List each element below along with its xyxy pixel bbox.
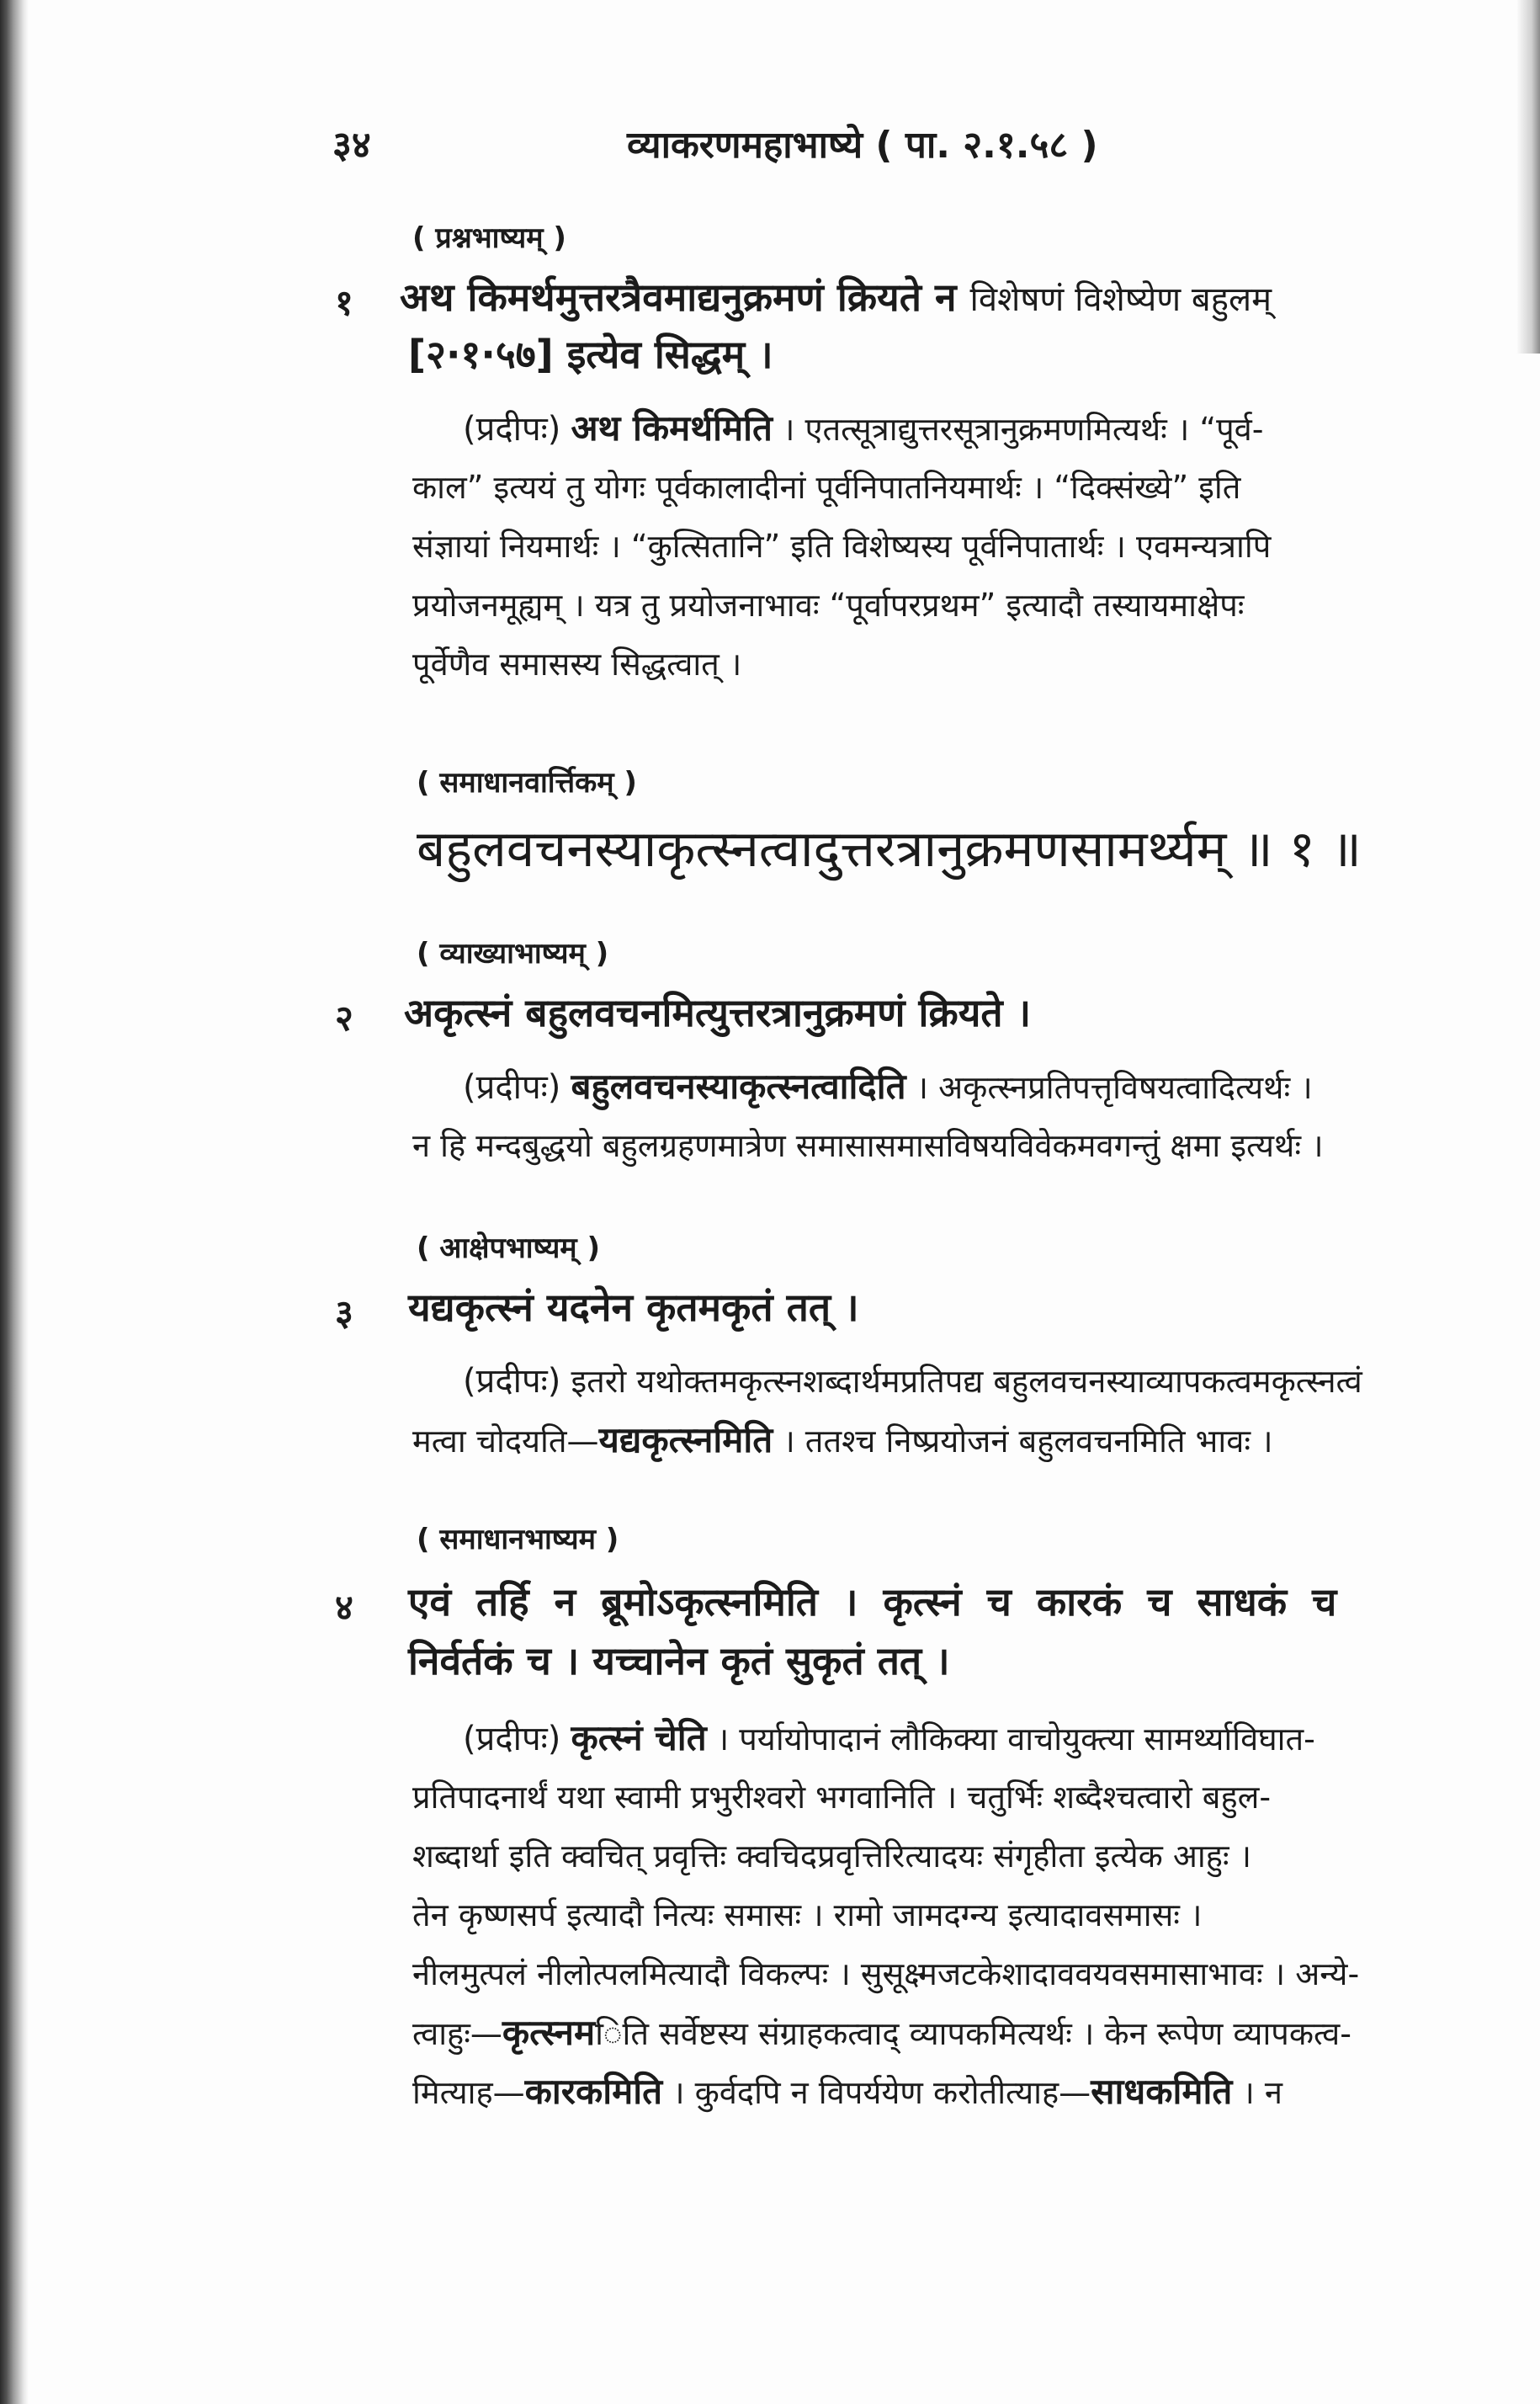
pradipa-line [412,1709,1498,1768]
paragraph-number: ३ [335,1292,353,1333]
pradipa-commentary [412,1352,1498,1470]
pradipa-line [412,2062,1498,2121]
bhashya-line: निर्वर्तकं च । यच्चानेन कृतं सुकृतं तत् । [408,1638,950,1683]
pradipa-text: मत्वा चोदयति— [412,1423,599,1460]
pradipa-text: । पर्यायोपादानं लौकिक्या वाचोयुक्त्या सामर्थ्याविघात- [716,1721,1315,1758]
section-label: ( व्याख्याभाष्यम् ) [417,937,609,971]
pradipa-commentary [412,1057,1498,1175]
paragraph-number: १ [335,282,353,323]
bhashya-line: [२·१·५७] इत्येव सिद्धम् । [408,332,773,377]
bhashya-line: यद्यकृत्स्नं यदनेन कृतमकृतं तत् । [408,1284,859,1330]
pradipa-tag: (प्रदीपः) [463,1068,561,1107]
pradipa-line: प्रतिपादनार्थं यथा स्वामी प्रभुरीश्वरो भगवानिति । चतुर्भिः शब्दैश्चत्वारो बहुल- [412,1779,1272,1816]
running-title: व्याकरणमहाभाष्ये ( पा. २.१.५८ ) [627,124,1098,167]
binding-shadow [0,0,29,2404]
section-label: ( प्रश्नभाष्यम् ) [412,221,566,255]
bhashya-line-tail: विशेषणं विशेष्येण बहुलम् [969,280,1272,319]
pradipa-line [412,1352,1498,1411]
bhashya-line: एवं तर्हि न ब्रूमोऽकृत्स्नमिति । कृत्स्नं च कारकं च साधकं च [408,1579,1337,1625]
pradipa-line: तेन कृष्णसर्प इत्यादौ नित्यः समासः । रामो जामदग्न्य इत्यादावसमासः । [412,1896,1203,1933]
pradipa-line [412,399,1498,458]
pradipa-line: पूर्वेणैव समासस्य सिद्धत्वात् । [412,646,742,683]
pradipa-text: त्वाहुः— [412,2015,502,2052]
running-header [332,118,1174,177]
paragraph-number: ४ [335,1587,353,1628]
pradipa-tag: (प्रदीपः) [463,410,561,449]
pradipa-line [412,2003,1498,2062]
pradipa-text: िति सर्वेष्टस्य संग्राहकत्वाद् व्यापकमित्यर्थः । केन रूपेण व्यापकत्व- [595,2015,1351,2052]
section-label: ( समाधानभाष्यम ) [417,1523,619,1556]
bhashya-line: अथ किमर्थमुत्तरत्रैवमाद्यनुक्रमणं क्रियते न [400,274,957,320]
varttika-text: बहुलवचनस्याकृत्स्नत्वादुत्तरत्रानुक्रमणसामर्थ्यम् ॥ १ ॥ [417,820,1362,879]
pradipa-keyword: अथ किमर्थमिति [571,407,773,449]
pradipa-text: । एतत्सूत्राद्युत्तरसूत्रानुक्रमणमित्यर्थः । “पूर्व- [783,411,1264,448]
pradipa-line [412,1411,1498,1470]
pradipa-line: प्रयोजनमूह्यम् । यत्र तु प्रयोजनाभावः “पूर्वापरप्रथम” इत्यादौ तस्यायमाक्षेपः [412,587,1245,624]
pradipa-line [412,1057,1498,1116]
pradipa-text: । कुर्वदपि न विपर्ययेण करोतीत्याह— [672,2074,1091,2111]
pradipa-tag: (प्रदीपः) [463,1362,561,1401]
pradipa-line: न हि मन्दबुद्धयो बहुलग्रहणमात्रेण समासासमासविषयविवेकमवगन्तुं क्षमा इत्यर्थः । [412,1127,1324,1164]
pradipa-line: संज्ञायां नियमार्थः । “कुत्सितानि” इति विशेष्यस्य पूर्वनिपातार्थः । एवमन्यत्रापि [412,528,1272,565]
pradipa-text: । न [1242,2074,1282,2111]
pradipa-commentary [412,1709,1498,2121]
pradipa-line: नीलमुत्पलं नीलोत्पलमित्यादौ विकल्पः । सुसूक्ष्मजटकेशादाववयवसमासाभावः । अन्ये- [412,1955,1360,1992]
pradipa-line: शब्दार्था इति क्वचित् प्रवृत्तिः क्वचिदप्रवृत्तिरित्यादयः संगृहीता इत्येक आहुः । [412,1838,1252,1875]
pradipa-line: काल” इत्ययं तु योगः पूर्वकालादीनां पूर्वनिपातनियमार्थः । “दिक्संख्ये” इति [412,469,1241,506]
section-label: ( समाधानवार्त्तिकम् ) [417,766,637,800]
page-number: ३४ [332,124,371,167]
pradipa-keyword: साधकमिति [1091,2071,1233,2112]
pradipa-tag: (प्रदीपः) [463,1720,561,1758]
pradipa-keyword: बहुलवचनस्याकृत्स्नत्वादिति [571,1066,906,1107]
pradipa-text: । अकृत्स्नप्रतिपत्तृविषयत्वादित्यर्थः । [916,1069,1313,1106]
pradipa-keyword: कृत्स्नम [502,2012,596,2053]
bhashya-text [400,271,1272,326]
paragraph-number: २ [335,997,353,1039]
pradipa-commentary [412,399,1498,694]
pradipa-text: । ततश्च निष्प्रयोजनं बहुलवचनमिति भावः । [783,1423,1273,1460]
page-edge-shadow [1516,0,1540,354]
pradipa-text: मित्याह— [412,2074,525,2111]
pradipa-text: इतरो यथोक्तमकृत्स्नशब्दार्थमप्रतिपद्य बहुलवचनस्याव्यापकत्वमकृत्स्नत्वं [571,1363,1362,1400]
pradipa-keyword: कृत्स्नं चेति [571,1717,707,1758]
pradipa-keyword: यद्यकृत्स्नमिति [598,1419,773,1460]
bhashya-line: अकृत्स्नं बहुलवचनमित्युत्तरत्रानुक्रमणं क्रियते । [404,990,1032,1035]
section-label: ( आक्षेपभाष्यम् ) [417,1231,601,1265]
pradipa-keyword: कारकमिति [524,2071,663,2112]
